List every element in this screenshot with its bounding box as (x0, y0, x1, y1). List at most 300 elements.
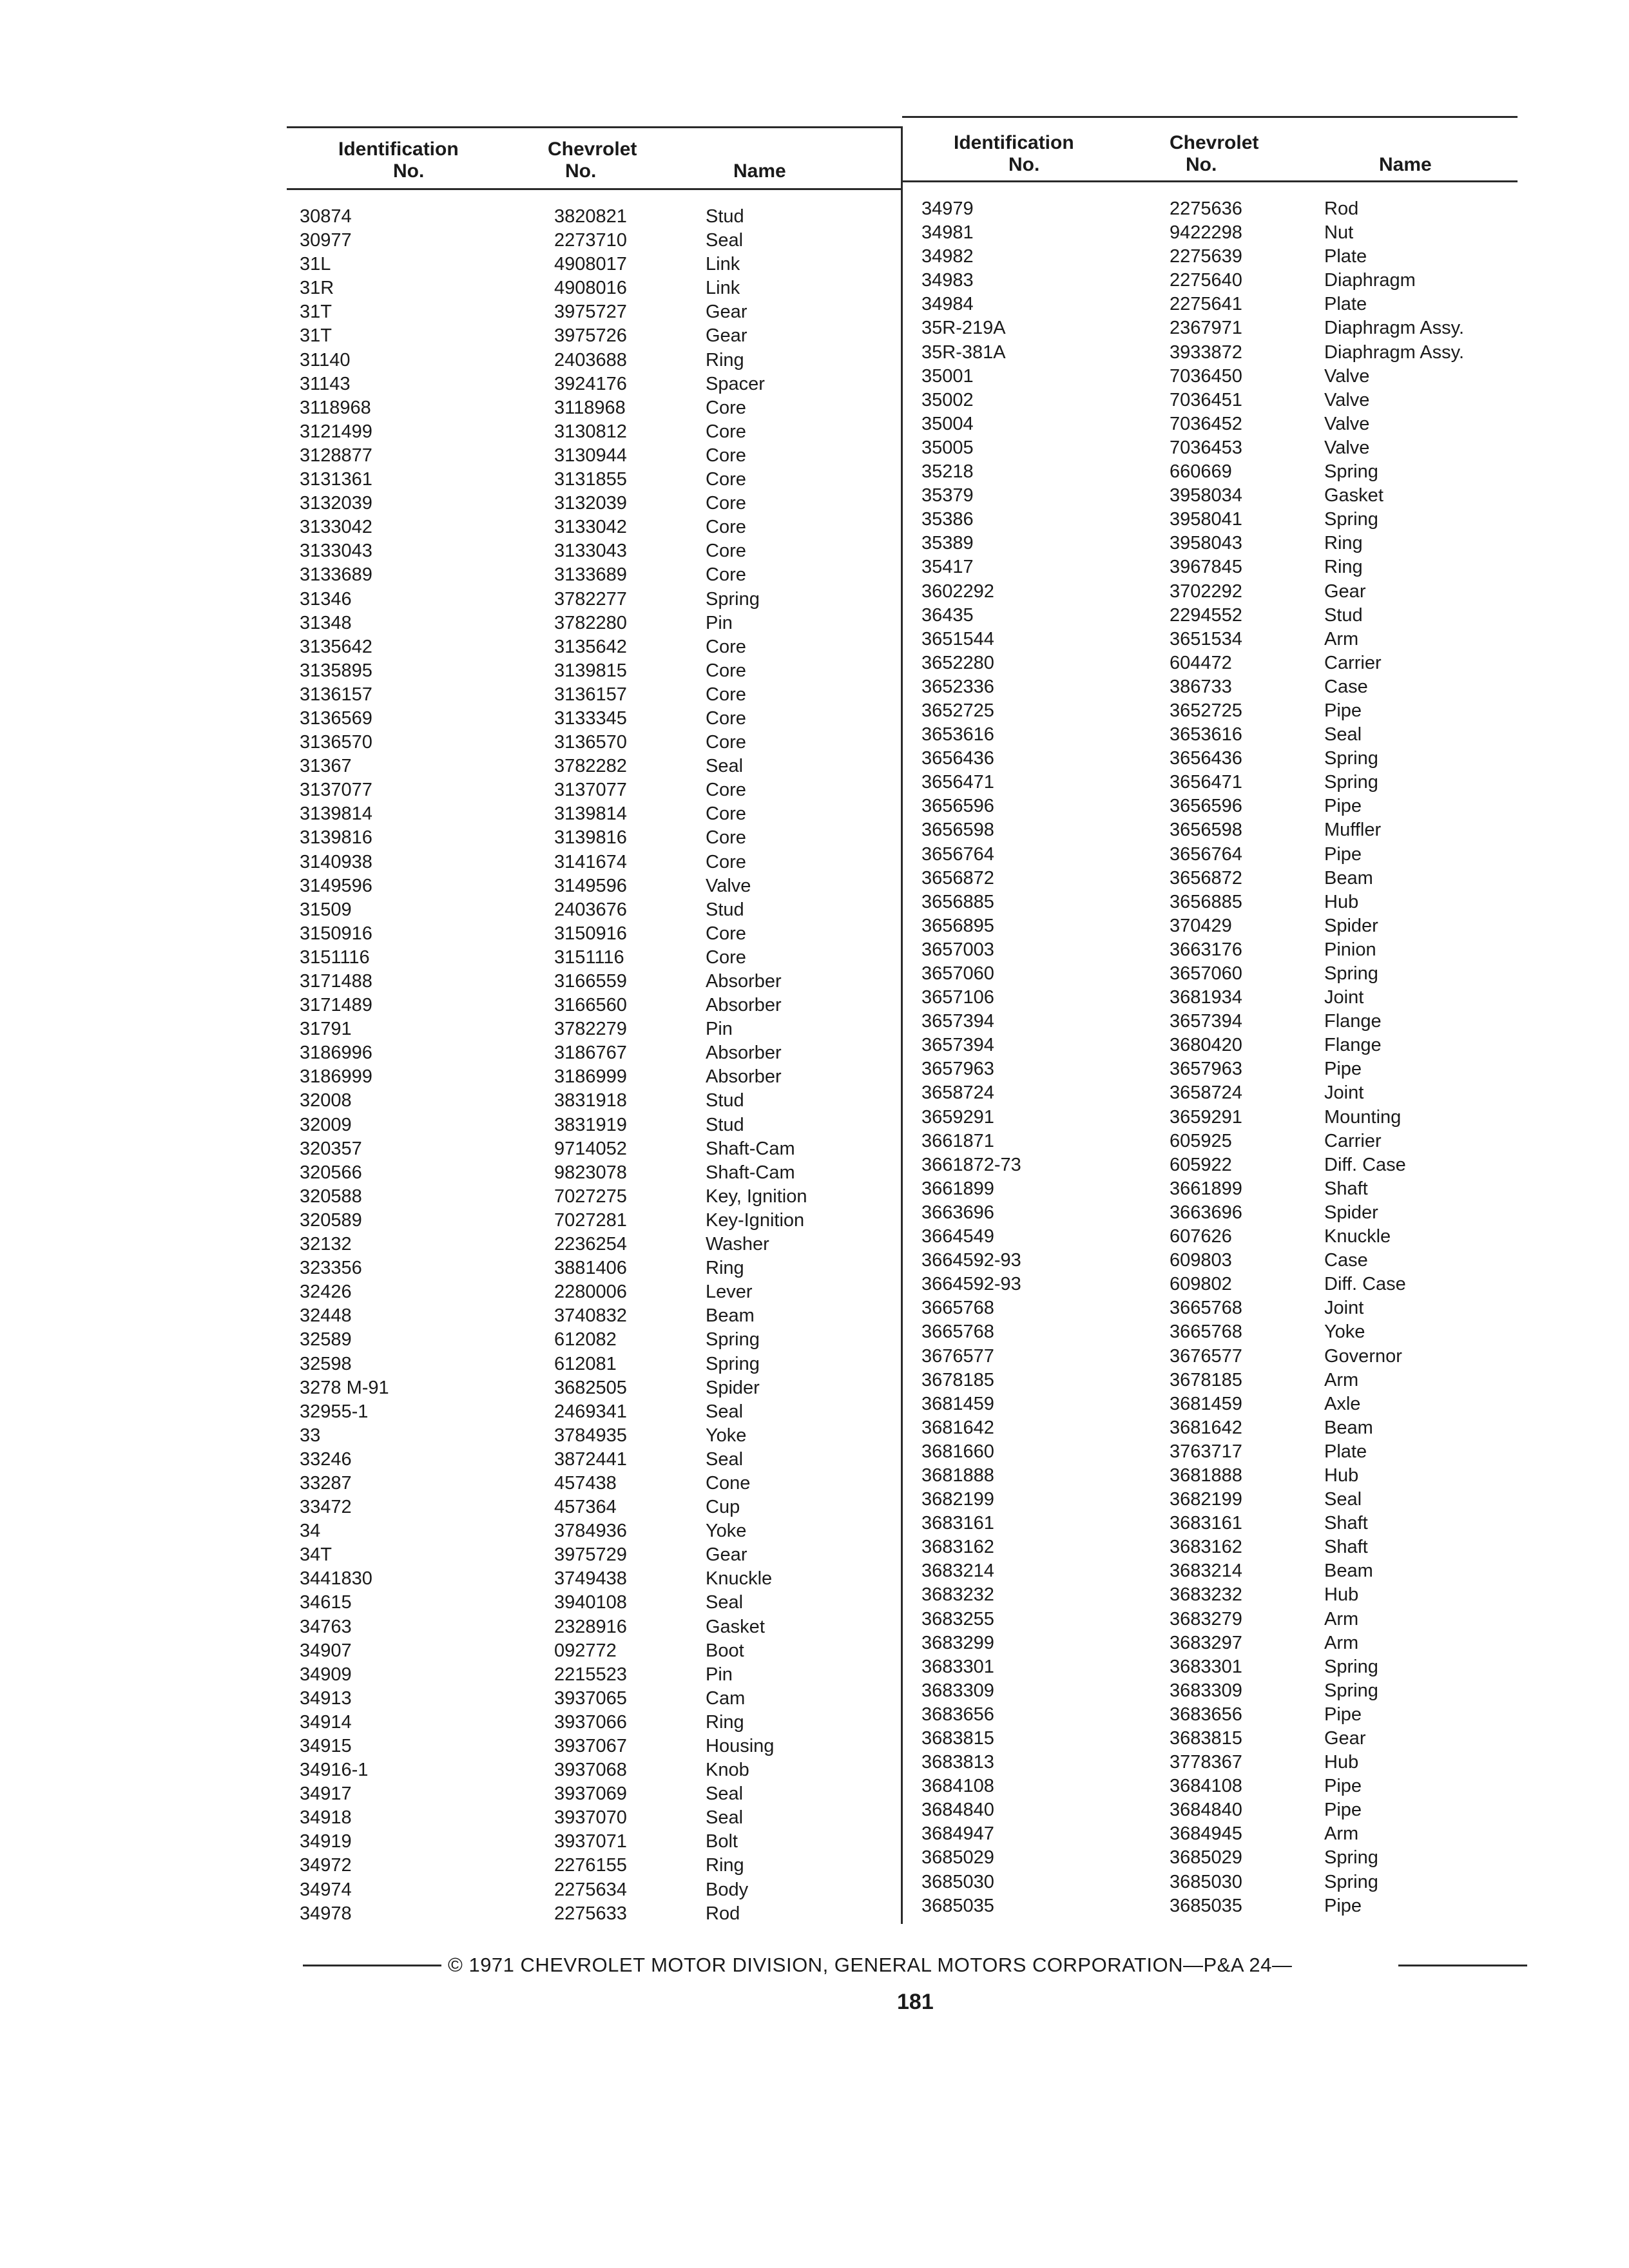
table-row (300, 1639, 899, 1663)
identification-no: 3139814 (300, 803, 372, 825)
part-name: Gear (1324, 581, 1366, 602)
part-name: Axle (1324, 1393, 1361, 1414)
identification-no: 31T (300, 302, 332, 323)
table-row (300, 1782, 899, 1806)
table-row (300, 1304, 899, 1328)
identification-no: 3139816 (300, 827, 372, 849)
part-name: Valve (1324, 413, 1370, 434)
chevrolet-no: 3656596 (1170, 796, 1242, 817)
identification-no: 3657394 (921, 1011, 994, 1032)
chevrolet-no: 3133689 (554, 564, 627, 586)
chevrolet-no: 3135642 (554, 636, 627, 657)
table-row (300, 1065, 899, 1089)
table-row (300, 1352, 899, 1376)
table-row (921, 1440, 1514, 1464)
table-row (300, 778, 899, 802)
chevrolet-no: 9422298 (1170, 222, 1242, 244)
table-row (921, 1392, 1514, 1416)
identification-no: 31143 (300, 373, 351, 394)
table-row (921, 1057, 1514, 1081)
chevrolet-no: 2367971 (1170, 318, 1242, 339)
chevrolet-no: 3133345 (554, 707, 627, 729)
identification-no: 3683813 (921, 1752, 994, 1773)
table-row (921, 1870, 1514, 1894)
table-row (300, 1711, 899, 1735)
chevrolet-no: 612081 (554, 1353, 617, 1374)
chevrolet-no: 9714052 (554, 1138, 627, 1159)
table-row (300, 1448, 899, 1472)
identification-no: 3683815 (921, 1728, 994, 1749)
chevrolet-no: 3657394 (1170, 1011, 1242, 1032)
chevrolet-no: 3782277 (554, 588, 627, 610)
table-row (921, 221, 1514, 245)
identification-no: 3683214 (921, 1561, 994, 1582)
part-name: Spacer (706, 373, 765, 394)
part-name: Cam (706, 1687, 746, 1709)
chevrolet-no: 3683232 (1170, 1584, 1242, 1606)
chevrolet-no: 092772 (554, 1640, 617, 1661)
table-row (300, 396, 899, 420)
part-name: Hub (1324, 891, 1359, 912)
identification-no: 3684947 (921, 1823, 994, 1845)
footer-rule-left (303, 1965, 441, 1966)
part-name: Pinion (1324, 939, 1376, 960)
chevrolet-no: 2328916 (554, 1616, 627, 1637)
chevrolet-no: 3657963 (1170, 1059, 1242, 1080)
part-name: Pin (706, 612, 733, 633)
table-row (921, 1081, 1514, 1105)
identification-no: 3652280 (921, 652, 994, 673)
part-name: Spring (706, 1329, 760, 1350)
table-row (300, 1328, 899, 1352)
part-name: Cup (706, 1497, 740, 1518)
chevrolet-no: 3784936 (554, 1521, 627, 1542)
chevrolet-no: 2275639 (1170, 246, 1242, 267)
table-row (921, 1798, 1514, 1822)
part-name: Stud (706, 206, 744, 227)
part-name: Ring (1324, 533, 1363, 554)
table-row (921, 1129, 1514, 1153)
part-name: Joint (1324, 987, 1364, 1008)
identification-no: 3656596 (921, 796, 994, 817)
chevrolet-no: 3658724 (1170, 1082, 1242, 1104)
identification-no: 34 (300, 1521, 321, 1542)
identification-no: 3663696 (921, 1202, 994, 1223)
identification-no: 3656436 (921, 748, 994, 769)
chevrolet-no: 3933872 (1170, 341, 1242, 363)
table-row (921, 1583, 1514, 1607)
identification-no: 32448 (300, 1305, 352, 1327)
part-name: Stud (706, 1114, 744, 1135)
table-row (300, 898, 899, 922)
chevrolet-no: 3683297 (1170, 1632, 1242, 1653)
part-name: Valve (1324, 437, 1370, 458)
part-name: Valve (706, 875, 751, 896)
identification-no: 3683161 (921, 1513, 994, 1534)
table-row (300, 946, 899, 970)
part-name: Link (706, 254, 740, 275)
table-row (921, 604, 1514, 628)
chevrolet-no: 2275641 (1170, 294, 1242, 315)
chevrolet-no: 605925 (1170, 1130, 1232, 1151)
table-row (300, 468, 899, 492)
table-row (921, 938, 1514, 962)
identification-no: 3133689 (300, 564, 372, 586)
part-name: Arm (1324, 1632, 1359, 1653)
table-row (921, 843, 1514, 867)
chevrolet-no: 9823078 (554, 1162, 627, 1183)
table-row (300, 707, 899, 731)
chevrolet-no: 3683162 (1170, 1537, 1242, 1558)
identification-no: 31140 (300, 349, 351, 370)
table-row (300, 1017, 899, 1041)
chevrolet-no: 3702292 (1170, 581, 1242, 602)
chevrolet-no: 3657060 (1170, 963, 1242, 984)
chevrolet-no: 3151116 (554, 947, 624, 968)
identification-no: 3678185 (921, 1369, 994, 1390)
part-name: Beam (1324, 867, 1373, 889)
chevrolet-no: 3685030 (1170, 1871, 1242, 1892)
table-row (300, 1376, 899, 1400)
identification-no: 320589 (300, 1209, 362, 1231)
table-row (300, 1687, 899, 1711)
identification-no: 31791 (300, 1019, 352, 1040)
chevrolet-no: 2275636 (1170, 198, 1242, 219)
identification-no: 35004 (921, 413, 974, 434)
identification-no: 3656764 (921, 843, 994, 865)
table-row (300, 349, 899, 372)
table-row (921, 365, 1514, 389)
chevrolet-no: 3937065 (554, 1687, 627, 1709)
identification-no: 3665768 (921, 1298, 994, 1319)
identification-no: 3131361 (300, 469, 372, 490)
table-row (300, 1495, 899, 1519)
part-name: Hub (1324, 1752, 1359, 1773)
table-row (921, 532, 1514, 555)
part-name: Diaphragm (1324, 270, 1416, 291)
table-row (300, 1758, 899, 1782)
table-row (921, 1535, 1514, 1559)
part-name: Spring (1324, 1656, 1378, 1677)
table-row (921, 1751, 1514, 1774)
chevrolet-no: 7027281 (554, 1209, 627, 1231)
chevrolet-no: 3684945 (1170, 1823, 1242, 1845)
table-row (300, 253, 899, 276)
part-name: Washer (706, 1234, 769, 1255)
part-name: Joint (1324, 1298, 1364, 1319)
identification-no: 34917 (300, 1783, 352, 1805)
chevrolet-no: 457364 (554, 1497, 617, 1518)
chevrolet-no: 3683279 (1170, 1608, 1242, 1629)
identification-no: 34914 (300, 1711, 352, 1733)
part-name: Flange (1324, 1011, 1382, 1032)
identification-no: 3151116 (300, 947, 370, 968)
identification-no: 3121499 (300, 421, 372, 442)
table-row (300, 563, 899, 587)
chevrolet-no: 3130812 (554, 421, 627, 442)
top-rule-right (902, 116, 1518, 118)
footer-rule-right (1398, 1965, 1527, 1966)
chevrolet-no: 2294552 (1170, 604, 1242, 626)
identification-no: 30977 (300, 230, 352, 251)
identification-no: 34T (300, 1544, 332, 1566)
chevrolet-no: 3141674 (554, 851, 627, 872)
identification-no: 3657394 (921, 1035, 994, 1056)
chevrolet-no: 3681888 (1170, 1465, 1242, 1486)
chevrolet-no: 3685035 (1170, 1895, 1242, 1916)
identification-no: 31T (300, 325, 332, 347)
identification-no: 3656598 (921, 820, 994, 841)
chevrolet-no: 3749438 (554, 1568, 627, 1590)
part-name: Core (706, 660, 746, 681)
part-name: Lever (706, 1282, 753, 1303)
table-row (300, 683, 899, 707)
identification-no: 34983 (921, 270, 974, 291)
chevrolet-no: 3150916 (554, 923, 627, 944)
part-name: Shaft (1324, 1513, 1368, 1534)
identification-no: 34916-1 (300, 1760, 369, 1781)
part-name: Spring (706, 1353, 760, 1374)
table-row (300, 1209, 899, 1233)
chevrolet-no: 3130944 (554, 445, 627, 466)
chevrolet-no: 3681934 (1170, 987, 1242, 1008)
chevrolet-no: 3651534 (1170, 628, 1242, 649)
table-row (300, 1830, 899, 1854)
chevrolet-no: 3663696 (1170, 1202, 1242, 1223)
chevrolet-no: 2403688 (554, 349, 627, 370)
chevrolet-no: 3137077 (554, 780, 627, 801)
table-row (300, 1161, 899, 1185)
identification-no: 3133042 (300, 517, 372, 538)
part-name: Muffler (1324, 820, 1382, 841)
chevrolet-no: 3659291 (1170, 1106, 1242, 1128)
chevrolet-no: 612082 (554, 1329, 617, 1350)
part-name: Gasket (1324, 485, 1383, 506)
table-row (921, 1608, 1514, 1631)
table-row (921, 651, 1514, 675)
table-row (921, 389, 1514, 412)
right-header-chevrolet: Chevrolet (1170, 132, 1259, 153)
left-header-rule (287, 188, 902, 190)
chevrolet-no: 3784935 (554, 1425, 627, 1446)
table-row (300, 539, 899, 563)
identification-no: 3683299 (921, 1632, 994, 1653)
top-rule-left (287, 126, 902, 128)
part-name: Pin (706, 1664, 733, 1685)
identification-no: 3278 M-91 (300, 1377, 389, 1398)
part-name: Absorber (706, 1066, 782, 1088)
part-name: Seal (1324, 724, 1362, 745)
part-name: Core (706, 827, 746, 849)
part-name: Rod (706, 1903, 740, 1924)
table-row (921, 1727, 1514, 1751)
left-header-id: Identification (338, 139, 459, 160)
chevrolet-no: 609802 (1170, 1274, 1232, 1295)
identification-no: 31348 (300, 612, 352, 633)
part-name: Gear (706, 302, 747, 323)
table-row (300, 300, 899, 324)
part-name: Diff. Case (1324, 1154, 1406, 1175)
identification-no: 35417 (921, 557, 974, 578)
identification-no: 3683309 (921, 1680, 994, 1701)
identification-no: 3136569 (300, 707, 372, 729)
part-name: Seal (706, 1592, 744, 1613)
part-name: Spring (706, 588, 760, 610)
identification-no: 3186996 (300, 1043, 372, 1064)
identification-no: 3657003 (921, 939, 994, 960)
part-name: Stud (706, 899, 744, 920)
identification-no: 3685035 (921, 1895, 994, 1916)
identification-no: 3664592-93 (921, 1250, 1021, 1271)
identification-no: 3133043 (300, 541, 372, 562)
chevrolet-no: 4908017 (554, 254, 627, 275)
chevrolet-no: 3683161 (1170, 1513, 1242, 1534)
table-row (921, 962, 1514, 986)
identification-no: 35R-381A (921, 341, 1006, 363)
table-row (921, 1655, 1514, 1679)
identification-no: 31R (300, 278, 334, 299)
chevrolet-no: 3683309 (1170, 1680, 1242, 1701)
part-name: Carrier (1324, 1130, 1382, 1151)
part-name: Valve (1324, 365, 1370, 387)
part-name: Gear (706, 325, 747, 347)
table-row (921, 341, 1514, 365)
identification-no: 320566 (300, 1162, 362, 1183)
right-table-header (902, 132, 1518, 180)
table-row (300, 826, 899, 850)
part-name: Seal (706, 1807, 744, 1829)
identification-no: 3135895 (300, 660, 372, 681)
chevrolet-no: 2236254 (554, 1234, 627, 1255)
chevrolet-no: 3680420 (1170, 1035, 1242, 1056)
chevrolet-no: 3149596 (554, 875, 627, 896)
part-name: Pipe (1324, 1776, 1362, 1797)
chevrolet-no: 3653616 (1170, 724, 1242, 745)
identification-no: 3149596 (300, 875, 372, 896)
part-name: Seal (706, 1783, 744, 1805)
chevrolet-no: 3937069 (554, 1783, 627, 1805)
table-row (921, 1320, 1514, 1344)
chevrolet-no: 4908016 (554, 278, 627, 299)
identification-no: 3661899 (921, 1178, 994, 1199)
chevrolet-no: 7036451 (1170, 389, 1242, 410)
chevrolet-no: 2275633 (554, 1903, 627, 1924)
chevrolet-no: 3656471 (1170, 772, 1242, 793)
chevrolet-no: 3656885 (1170, 891, 1242, 912)
chevrolet-no: 3958041 (1170, 509, 1242, 530)
identification-no: 3657060 (921, 963, 994, 984)
identification-no: 35R-219A (921, 318, 1006, 339)
table-row (921, 1894, 1514, 1918)
identification-no: 34981 (921, 222, 974, 244)
identification-no: 30874 (300, 206, 352, 227)
part-name: Body (706, 1879, 749, 1900)
identification-no: 3683255 (921, 1608, 994, 1629)
chevrolet-no: 3678185 (1170, 1369, 1242, 1390)
identification-no: 34915 (300, 1736, 352, 1756)
identification-no: 32008 (300, 1090, 352, 1111)
part-name: Core (706, 564, 746, 586)
part-name: Ring (706, 1711, 744, 1733)
part-name: Spring (1324, 461, 1378, 483)
identification-no: 3656895 (921, 915, 994, 936)
table-row (300, 1615, 899, 1639)
identification-no: 34615 (300, 1592, 352, 1613)
part-name: Boot (706, 1640, 744, 1661)
chevrolet-no: 3685029 (1170, 1847, 1242, 1869)
part-name: Plate (1324, 294, 1367, 315)
chevrolet-no: 3132039 (554, 493, 627, 514)
chevrolet-no: 3937071 (554, 1831, 627, 1852)
part-name: Ring (706, 349, 744, 370)
copyright-text: © 1971 CHEVROLET MOTOR DIVISION, GENERAL MOTORS CORPORATION—P&A 24— (448, 1954, 1293, 1976)
chevrolet-no: 3740832 (554, 1305, 627, 1327)
part-name: Gasket (706, 1616, 765, 1637)
identification-no: 3685030 (921, 1871, 994, 1892)
chevrolet-no: 3682505 (554, 1377, 627, 1398)
table-row (921, 747, 1514, 771)
identification-no: 3681660 (921, 1441, 994, 1462)
table-row (921, 1369, 1514, 1392)
part-name: Seal (706, 1448, 744, 1470)
part-name: Core (706, 541, 746, 562)
chevrolet-no: 3958034 (1170, 485, 1242, 506)
table-row (921, 293, 1514, 316)
chevrolet-no: 3683815 (1170, 1728, 1242, 1749)
identification-no: 3656885 (921, 891, 994, 912)
part-name: Case (1324, 1250, 1368, 1271)
chevrolet-no: 3656436 (1170, 748, 1242, 769)
chevrolet-no: 3881406 (554, 1258, 627, 1279)
part-name: Core (706, 732, 746, 753)
chevrolet-no: 3967845 (1170, 557, 1242, 578)
part-name: Yoke (706, 1521, 747, 1542)
identification-no: 3685029 (921, 1847, 994, 1869)
chevrolet-no: 3118968 (554, 397, 626, 418)
part-name: Core (706, 803, 746, 825)
identification-no: 34763 (300, 1616, 352, 1637)
chevrolet-no: 3958043 (1170, 533, 1242, 554)
part-name: Arm (1324, 1608, 1359, 1629)
table-row (300, 492, 899, 515)
table-row (300, 659, 899, 683)
part-name: Arm (1324, 1369, 1359, 1390)
chevrolet-no: 609803 (1170, 1250, 1232, 1271)
right-header-chevrolet-no: No. (1186, 154, 1217, 175)
copyright-footer (303, 1952, 1527, 1978)
table-row (300, 1543, 899, 1567)
chevrolet-no: 3652725 (1170, 700, 1242, 721)
part-name: Beam (706, 1305, 755, 1327)
part-name: Pipe (1324, 700, 1362, 721)
table-row (921, 628, 1514, 651)
part-name: Core (706, 397, 746, 418)
table-row (921, 1033, 1514, 1057)
chevrolet-no: 3684840 (1170, 1800, 1242, 1821)
table-row (921, 1679, 1514, 1703)
table-row (921, 245, 1514, 269)
chevrolet-no: 3133042 (554, 517, 627, 538)
identification-no: 3683656 (921, 1704, 994, 1725)
chevrolet-no: 3940108 (554, 1592, 627, 1613)
part-name: Key, Ignition (706, 1186, 807, 1207)
identification-no: 35218 (921, 461, 974, 483)
part-name: Flange (1324, 1035, 1382, 1056)
part-name: Spring (1324, 748, 1378, 769)
table-row (300, 515, 899, 539)
identification-no: 34909 (300, 1664, 352, 1685)
table-row (300, 922, 899, 946)
